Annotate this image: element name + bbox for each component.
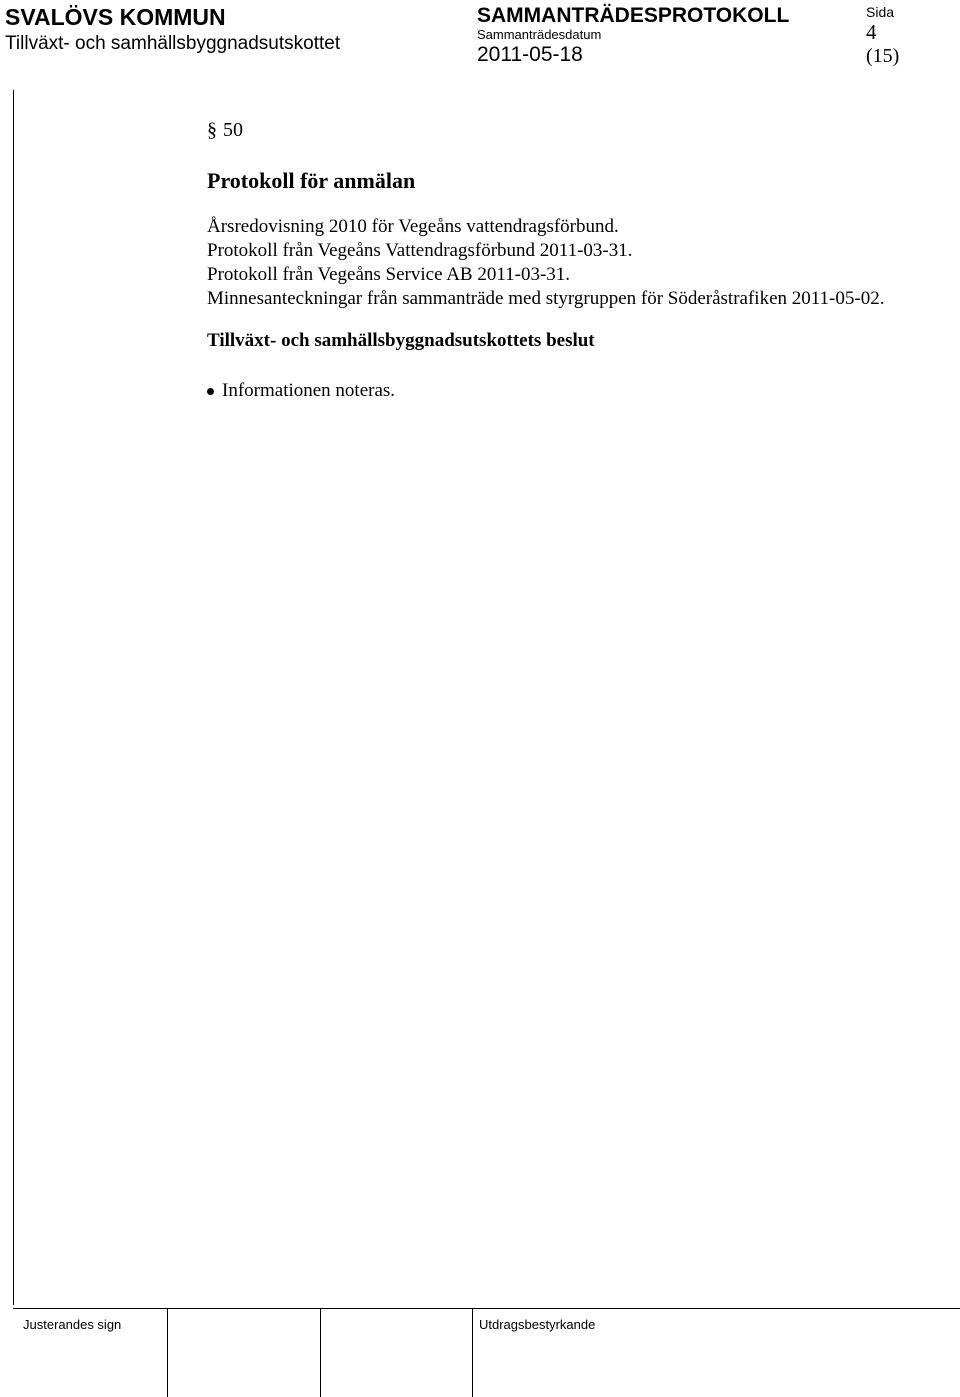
decision-item bbox=[207, 379, 917, 403]
agenda-item: Årsredovisning 2010 för Vegeåns vattendragsförbund. bbox=[207, 216, 619, 237]
paragraph-number bbox=[207, 117, 917, 143]
section-title: Protokoll för anmälan bbox=[207, 168, 416, 193]
agenda-items-list bbox=[207, 215, 917, 311]
decision-text: Informationen noteras. bbox=[222, 380, 396, 401]
decision-list bbox=[207, 379, 917, 403]
footer-divider bbox=[472, 1309, 473, 1397]
footer-divider bbox=[320, 1309, 321, 1397]
footer-divider bbox=[167, 1309, 168, 1397]
document-body bbox=[207, 117, 917, 403]
bullet-icon bbox=[207, 388, 214, 395]
agenda-item: Minnesanteckningar från sammanträde med styrgruppen för Söderåstrafiken 2011-05-02. bbox=[207, 288, 885, 309]
extract-label: Utdragsbestyrkande bbox=[479, 1317, 596, 1332]
document-type: SAMMANTRÄDESPROTOKOLL bbox=[477, 4, 790, 27]
page-number: 4 bbox=[866, 20, 877, 44]
meeting-date: 2011-05-18 bbox=[477, 43, 583, 66]
decision-heading: Tillväxt- och samhällsbyggnadsutskottets beslut bbox=[207, 330, 595, 351]
organization-name: SVALÖVS KOMMUN bbox=[5, 4, 226, 30]
signature-footer bbox=[13, 1308, 960, 1397]
left-margin-line bbox=[13, 90, 14, 1305]
section-symbol: § bbox=[207, 119, 217, 141]
section-number: 50 bbox=[223, 119, 243, 141]
committee-name: Tillväxt- och samhällsbyggnadsutskottet bbox=[5, 33, 341, 54]
date-label: Sammanträdesdatum bbox=[477, 27, 602, 42]
agenda-item: Protokoll från Vegeåns Vattendragsförbund 2011-03-31. bbox=[207, 240, 633, 261]
page-label: Sida bbox=[866, 4, 895, 20]
sign-label: Justerandes sign bbox=[23, 1317, 122, 1332]
total-pages: (15) bbox=[866, 45, 900, 67]
agenda-item: Protokoll från Vegeåns Service AB 2011-03-31. bbox=[207, 264, 571, 285]
